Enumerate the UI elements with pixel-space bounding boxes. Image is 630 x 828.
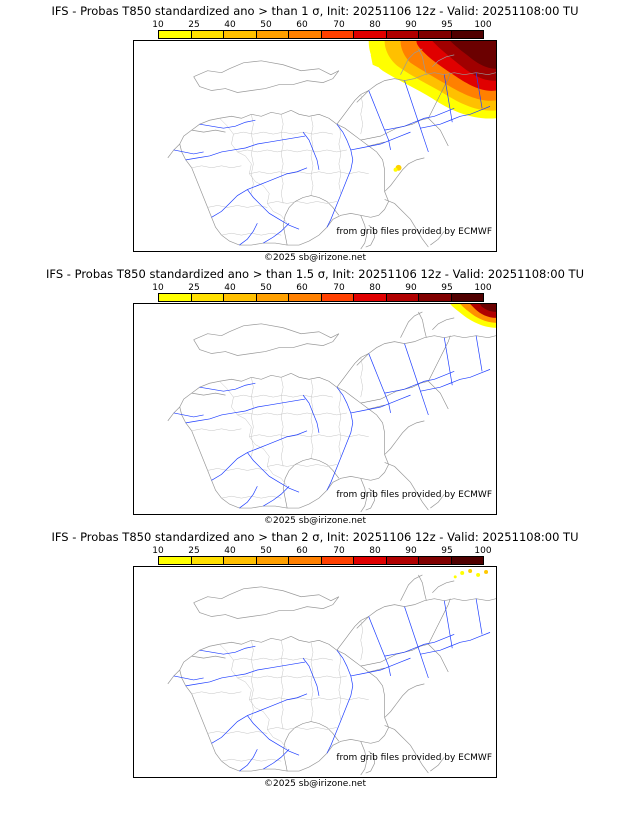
colorbar-segment (224, 294, 257, 301)
colorbar-segment (452, 31, 484, 38)
colorbar-15sigma-bar (158, 293, 484, 302)
probability-shading-15sigma (450, 304, 496, 328)
panel-15sigma (0, 263, 630, 526)
colorbar-tick-100: 100 (474, 546, 492, 556)
colorbar-tick-40: 40 (224, 20, 236, 30)
colorbar-segment (257, 557, 290, 564)
river-layer (174, 336, 490, 508)
colorbar-tick-50: 50 (260, 283, 272, 293)
colorbar-tick-80: 80 (369, 283, 381, 293)
colorbar-segment (354, 557, 387, 564)
colorbar-segment (257, 31, 290, 38)
colorbar-1sigma-labels (0, 20, 630, 30)
colorbar-tick-10: 10 (152, 283, 164, 293)
colorbar-2sigma-labels (0, 546, 630, 556)
colorbar-tick-90: 90 (405, 283, 417, 293)
colorbar-segment (192, 294, 225, 301)
colorbar-tick-50: 50 (260, 546, 272, 556)
colorbar-tick-60: 60 (296, 546, 308, 556)
colorbar-segment (289, 294, 322, 301)
colorbar-segment (387, 31, 420, 38)
colorbar-tick-95: 95 (441, 283, 453, 293)
colorbar-segment (322, 557, 355, 564)
colorbar-segment (224, 557, 257, 564)
panel-15sigma-title: IFS - Probas T850 standardized ano > than 1.5 σ, Init: 20251106 12z - Valid: 20251108:00 TU (46, 267, 584, 281)
colorbar-2sigma (0, 546, 630, 566)
colorbar-tick-60: 60 (296, 283, 308, 293)
colorbar-segment (289, 557, 322, 564)
colorbar-segment (387, 294, 420, 301)
colorbar-tick-95: 95 (441, 20, 453, 30)
colorbar-tick-10: 10 (152, 546, 164, 556)
colorbar-segment (322, 294, 355, 301)
colorbar-tick-80: 80 (369, 546, 381, 556)
colorbar-tick-90: 90 (405, 546, 417, 556)
colorbar-tick-60: 60 (296, 20, 308, 30)
colorbar-tick-90: 90 (405, 20, 417, 30)
colorbar-segment (387, 557, 420, 564)
colorbar-segment (419, 31, 452, 38)
credit-copyright-2sigma: ©2025 sb@irizone.net (264, 779, 366, 789)
panel-1sigma-title: IFS - Probas T850 standardized ano > than 1 σ, Init: 20251106 12z - Valid: 20251108:00 TU (51, 4, 579, 18)
border-layer (283, 336, 450, 508)
map-15sigma-svg (134, 304, 496, 514)
colorbar-tick-10: 10 (152, 20, 164, 30)
map-15sigma[interactable] (133, 303, 497, 515)
colorbar-15sigma (0, 283, 630, 303)
colorbar-segment (289, 31, 322, 38)
colorbar-segment (419, 294, 452, 301)
colorbar-15sigma-labels (0, 283, 630, 293)
colorbar-segment (257, 294, 290, 301)
coastline-layer (168, 312, 496, 512)
colorbar-tick-70: 70 (333, 546, 345, 556)
border-layer (283, 599, 450, 771)
credit-copyright-15sigma: ©2025 sb@irizone.net (264, 516, 366, 526)
colorbar-tick-50: 50 (260, 20, 272, 30)
colorbar-segment (354, 31, 387, 38)
colorbar-tick-40: 40 (224, 283, 236, 293)
colorbar-segment (159, 557, 192, 564)
colorbar-segment (159, 294, 192, 301)
colorbar-tick-100: 100 (474, 283, 492, 293)
colorbar-segment (224, 31, 257, 38)
colorbar-segment (419, 557, 452, 564)
map-1sigma-svg (134, 41, 496, 251)
colorbar-segment (192, 557, 225, 564)
colorbar-tick-95: 95 (441, 546, 453, 556)
colorbar-tick-70: 70 (333, 20, 345, 30)
colorbar-tick-70: 70 (333, 283, 345, 293)
probability-shading-1sigma (369, 41, 496, 172)
credit-copyright-1sigma: ©2025 sb@irizone.net (264, 253, 366, 263)
department-layer (192, 94, 369, 235)
credit-ecmwf-15sigma: from grib files provided by ECMWF (336, 490, 492, 500)
colorbar-segment (159, 31, 192, 38)
border-layer (283, 73, 450, 245)
map-1sigma[interactable] (133, 40, 497, 252)
coastline-layer (168, 575, 496, 775)
credit-ecmwf-2sigma: from grib files provided by ECMWF (336, 753, 492, 763)
colorbar-tick-80: 80 (369, 20, 381, 30)
colorbar-tick-25: 25 (188, 20, 200, 30)
colorbar-segment (322, 31, 355, 38)
colorbar-segment (452, 294, 484, 301)
panel-1sigma (0, 0, 630, 263)
panel-2sigma (0, 526, 630, 789)
colorbar-tick-100: 100 (474, 20, 492, 30)
colorbar-segment (354, 294, 387, 301)
map-2sigma[interactable] (133, 566, 497, 778)
colorbar-tick-25: 25 (188, 546, 200, 556)
colorbar-segment (452, 557, 484, 564)
colorbar-tick-25: 25 (188, 283, 200, 293)
probability-shading-2sigma (454, 569, 488, 578)
colorbar-1sigma-bar (158, 30, 484, 39)
panel-2sigma-title: IFS - Probas T850 standardized ano > than 2 σ, Init: 20251106 12z - Valid: 20251108:00 TU (51, 530, 579, 544)
colorbar-tick-40: 40 (224, 546, 236, 556)
river-layer (174, 599, 490, 771)
colorbar-segment (192, 31, 225, 38)
colorbar-1sigma (0, 20, 630, 40)
department-layer (192, 620, 369, 761)
department-layer (192, 357, 369, 498)
map-2sigma-svg (134, 567, 496, 777)
colorbar-2sigma-bar (158, 556, 484, 565)
credit-ecmwf-1sigma: from grib files provided by ECMWF (336, 227, 492, 237)
